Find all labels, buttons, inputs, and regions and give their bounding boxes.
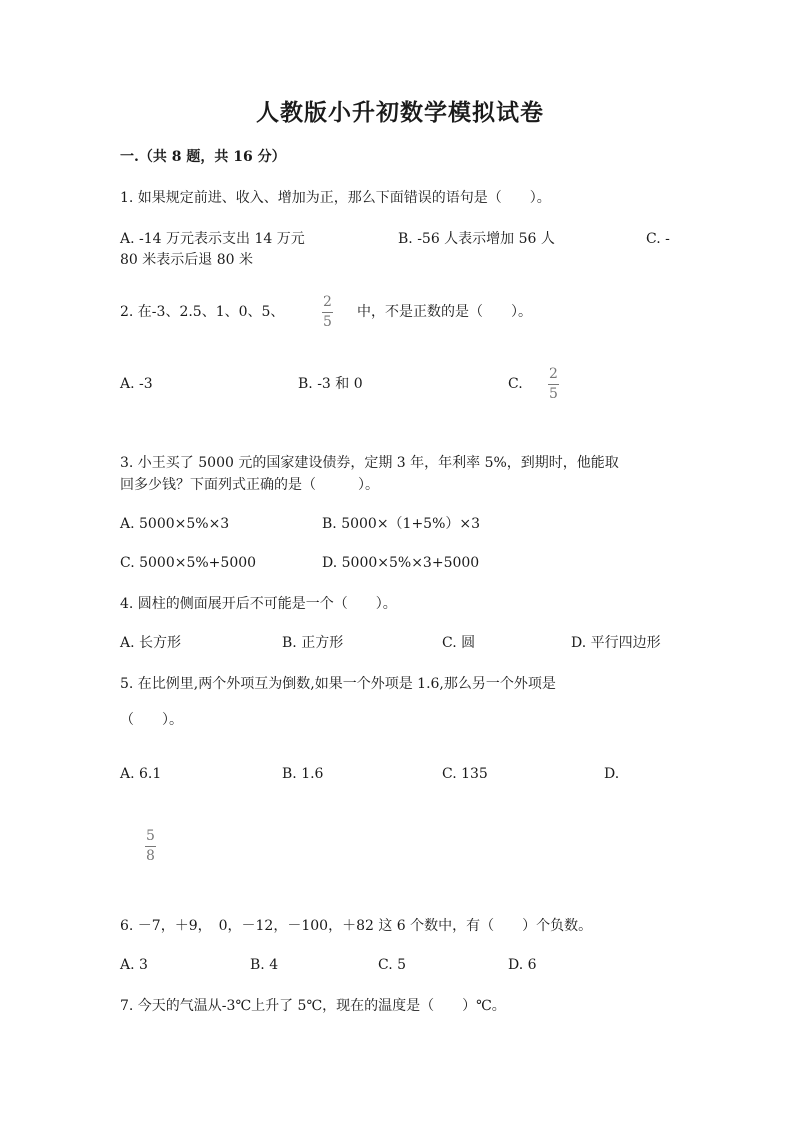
fraction-numerator: 2 — [323, 294, 332, 310]
option-c: C. 5 — [378, 957, 407, 973]
question-stem-part1: 2. 在-3、2.5、1、0、5、 — [120, 304, 285, 320]
fraction-five-eighths — [145, 829, 156, 864]
option-c: C. — [508, 376, 523, 392]
option-b: B. -56 人表示增加 56 人 — [398, 231, 555, 247]
fraction-denominator: 5 — [323, 314, 332, 330]
fraction-denominator: 8 — [146, 848, 155, 864]
option-a: A. 长方形 — [120, 635, 182, 651]
option-c: C. - — [646, 231, 670, 247]
fraction-bar — [145, 846, 156, 847]
option-a: A. 5000×5%×3 — [120, 516, 230, 532]
option-c: C. 圆 — [442, 635, 476, 651]
option-a: A. -3 — [120, 376, 153, 392]
section-heading: 一.（共 8 题，共 16 分） — [120, 149, 286, 165]
question-stem-line1: 5. 在比例里,两个外项互为倒数,如果一个外项是 1.6,那么另一个外项是 — [120, 676, 556, 692]
question-stem: 4. 圆柱的侧面展开后不可能是一个（ ）。 — [120, 596, 397, 612]
option-d: D. — [604, 766, 620, 782]
question-stem-line1: 3. 小王买了 5000 元的国家建设债券，定期 3 年，年利率 5%，到期时，他能取 — [120, 455, 619, 471]
question-stem: 7. 今天的气温从-3℃上升了 5℃，现在的温度是（ ）℃。 — [120, 998, 506, 1014]
option-d: D. 5000×5%×3+5000 — [322, 555, 480, 571]
fraction-bar — [322, 312, 333, 313]
option-d: D. 6 — [508, 957, 537, 973]
fraction-numerator: 2 — [549, 366, 558, 382]
option-d: D. 平行四边形 — [571, 635, 661, 651]
option-b: B. 5000×（1+5%）×3 — [322, 516, 481, 532]
option-a: A. 3 — [120, 957, 148, 973]
option-b: B. -3 和 0 — [298, 376, 363, 392]
option-c: C. 135 — [442, 766, 488, 782]
fraction-two-fifths — [322, 295, 333, 330]
fraction-bar — [548, 384, 559, 385]
question-stem-line2: （ ）。 — [120, 712, 183, 728]
page-title: 人教版小升初数学模拟试卷 — [256, 99, 544, 126]
question-stem: 6. －7，＋9， 0，－12，－100，＋82 这 6 个数中，有（ ）个负数。 — [120, 918, 593, 934]
option-b: B. 正方形 — [282, 635, 344, 651]
option-b: B. 4 — [250, 957, 279, 973]
fraction-denominator: 5 — [549, 386, 558, 402]
question-stem-line2: 回多少钱？下面列式正确的是（ ）。 — [120, 477, 379, 493]
option-c-continued: 80 米表示后退 80 米 — [120, 252, 253, 268]
option-a: A. -14 万元表示支出 14 万元 — [120, 231, 305, 247]
option-b: B. 1.6 — [282, 766, 324, 782]
question-stem: 1. 如果规定前进、收入、增加为正，那么下面错误的语句是（ ）。 — [120, 190, 551, 206]
question-stem-part2: 中，不是正数的是（ ）。 — [357, 304, 532, 320]
option-a: A. 6.1 — [120, 766, 162, 782]
fraction-two-fifths — [548, 367, 559, 402]
fraction-numerator: 5 — [146, 828, 155, 844]
option-c: C. 5000×5%+5000 — [120, 555, 257, 571]
